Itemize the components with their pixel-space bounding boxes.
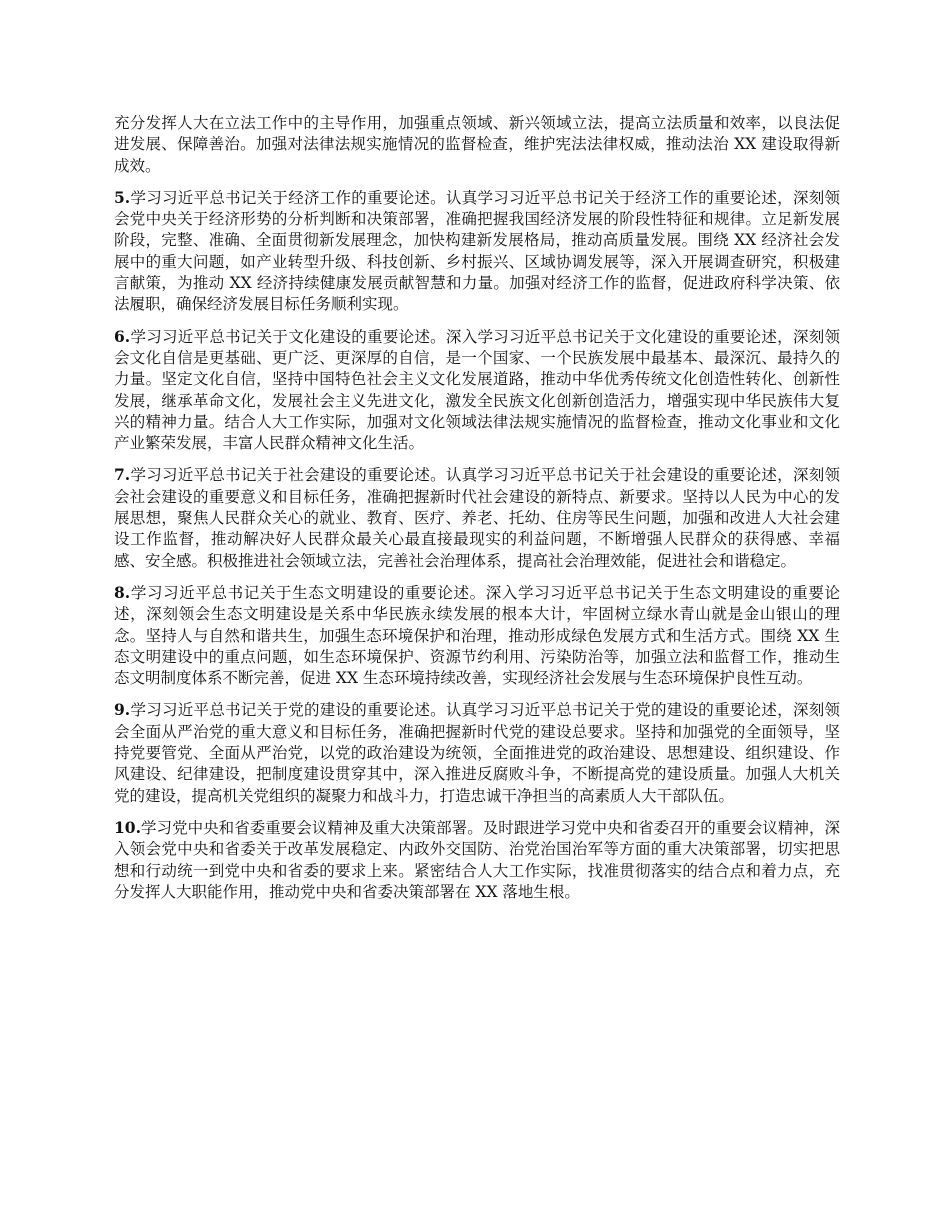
- item-number: 7.: [114, 465, 131, 485]
- paragraph-item-7: [114, 464, 840, 571]
- paragraph-item-9: [114, 699, 840, 806]
- item-number: 5.: [114, 187, 131, 207]
- paragraph-text: 学习习近平总书记关于生态文明建设的重要论述。深入学习习近平总书记关于生态文明建设的重要论述，深刻领会生态文明建设是关系中华民族永续发展的根本大计，牢固树立绿水青山就是金山银山的理念。坚持人与自然和谐共生，加强生态环境保护和治理，推动形成绿色发展方式和生活方式。围绕 XX 生态文明建设中的重点问题，如生态环境保护、资源节约利用、污染防治等，加强立法和监督工作，推动生态文明制度体系不断完善，促进 XX 生态环境持续改善，实现经济社会发展与生态环境保护良性互动。: [114, 583, 840, 688]
- paragraph-item-5: [114, 187, 840, 316]
- item-number: 6.: [114, 326, 131, 346]
- document-body: [114, 113, 840, 913]
- paragraph-item-6: [114, 326, 840, 455]
- item-number: 9.: [114, 700, 131, 720]
- paragraph-continuation: [114, 113, 840, 177]
- paragraph-text: 学习习近平总书记关于文化建设的重要论述。深入学习习近平总书记关于文化建设的重要论述，深刻领会文化自信是更基础、更广泛、更深厚的自信，是一个国家、一个民族发展中最基本、最深沉、最持久的力量。坚定文化自信，坚持中国特色社会主义文化发展道路，推动中华优秀传统文化创造性转化、创新性发展，继承革命文化，发展社会主义先进文化，激发全民族文化创新创造活力，增强实现中华民族伟大复兴的精神力量。结合人大工作实际，加强对文化领域法律法规实施情况的监督检查，推动文化事业和文化产业繁荣发展，丰富人民群众精神文化生活。: [114, 327, 840, 453]
- item-number: 8.: [114, 582, 131, 602]
- paragraph-text: 学习党中央和省委重要会议精神及重大决策部署。及时跟进学习党中央和省委召开的重要会议精神，深入领会党中央和省委关于改革发展稳定、内政外交国防、治党治国治军等方面的重大决策部署，切实把思想和行动统一到党中央和省委的要求上来。紧密结合人大工作实际，找准贯彻落实的结合点和着力点，充分发挥人大职能作用，推动党中央和省委决策部署在 XX 落地生根。: [114, 818, 840, 901]
- paragraph-text: 充分发挥人大在立法工作中的主导作用，加强重点领域、新兴领域立法，提高立法质量和效率，以良法促进发展、保障善治。加强对法律法规实施情况的监督检查，维护宪法法律权威，推动法治 XX 建设取得新成效。: [114, 114, 840, 175]
- paragraph-text: 学习习近平总书记关于经济工作的重要论述。认真学习习近平总书记关于经济工作的重要论述，深刻领会党中央关于经济形势的分析判断和决策部署，准确把握我国经济发展的阶段性特征和规律。立足新发展阶段，完整、准确、全面贯彻新发展理念，加快构建新发展格局，推动高质量发展。围绕 XX 经济社会发展中的重大问题，如产业转型升级、科技创新、乡村振兴、区域协调发展等，深入开展调查研究，积极建言献策，为推动 XX 经济持续健康发展贡献智慧和力量。加强对经济工作的监督，促进政府科学决策、依法履职，确保经济发展目标任务顺利实现。: [114, 188, 840, 314]
- paragraph-item-10: [114, 817, 840, 903]
- paragraph-text: 学习习近平总书记关于党的建设的重要论述。认真学习习近平总书记关于党的建设的重要论述，深刻领会全面从严治党的重大意义和目标任务，准确把握新时代党的建设总要求。坚持和加强党的全面领导，坚持党要管党、全面从严治党，以党的政治建设为统领，全面推进党的政治建设、思想建设、组织建设、作风建设、纪律建设，把制度建设贯穿其中，深入推进反腐败斗争，不断提高党的建设质量。加强人大机关党的建设，提高机关党组织的凝聚力和战斗力，打造忠诚干净担当的高素质人大干部队伍。: [114, 701, 840, 805]
- item-number: 10.: [114, 817, 141, 837]
- paragraph-text: 学习习近平总书记关于社会建设的重要论述。认真学习习近平总书记关于社会建设的重要论述，深刻领会社会建设的重要意义和目标任务，准确把握新时代社会建设的新特点、新要求。坚持以人民为中心的发展思想，聚焦人民群众关心的就业、教育、医疗、养老、托幼、住房等民生问题，加强和改进人大社会建设工作监督，推动解决好人民群众最关心最直接最现实的利益问题，不断增强人民群众的获得感、幸福感、安全感。积极推进社会领域立法，完善社会治理体系，提高社会治理效能，促进社会和谐稳定。: [114, 466, 840, 570]
- paragraph-item-8: [114, 582, 840, 689]
